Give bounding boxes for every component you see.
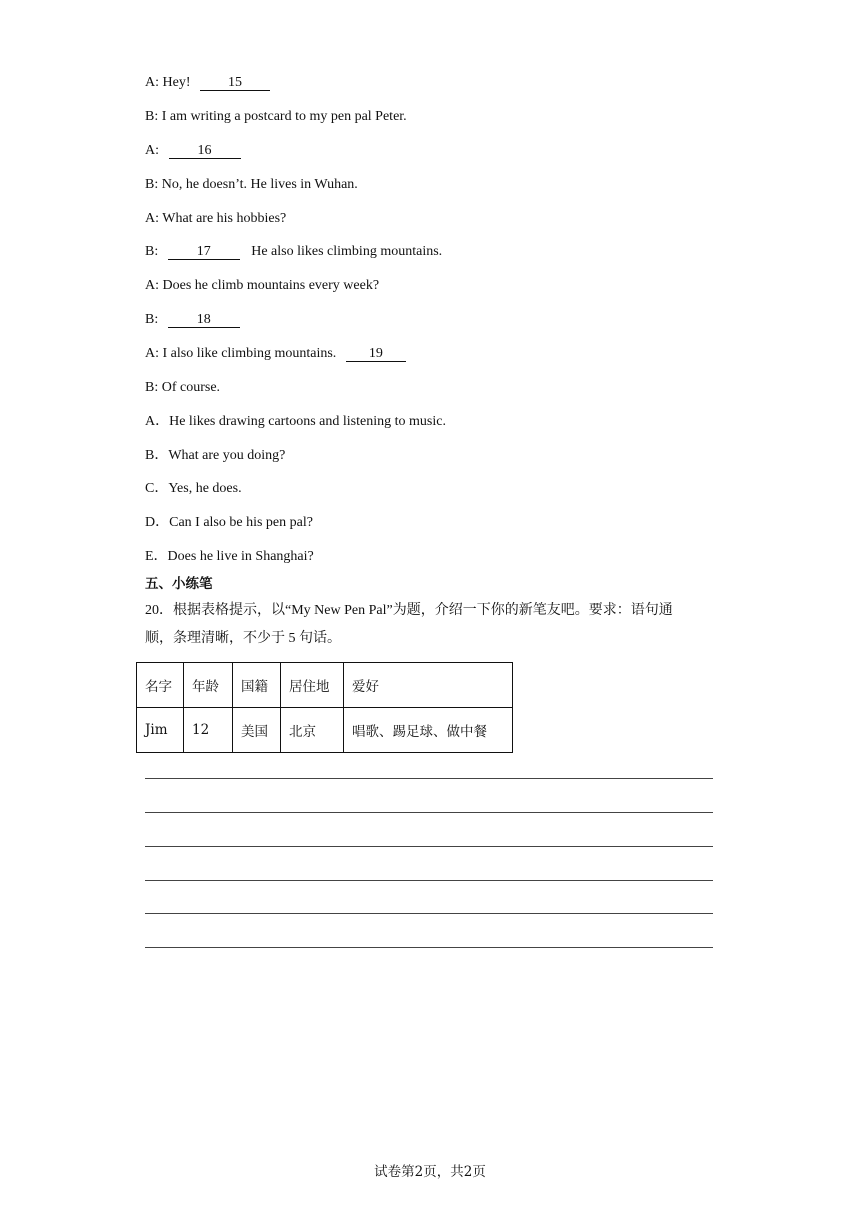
dialogue-line: B: 18 bbox=[145, 311, 242, 329]
writing-line[interactable] bbox=[145, 846, 713, 847]
option-c: C．Yes, he does. bbox=[145, 481, 242, 496]
dialogue-line: B: No, he doesn’t. He lives in Wuhan. bbox=[145, 177, 358, 192]
writing-line[interactable] bbox=[145, 778, 713, 779]
table-cell: 居住地 bbox=[281, 663, 344, 708]
dialogue-line: A: I also like climbing mountains. 19 bbox=[145, 345, 408, 363]
dialogue-line: B: 17 He also likes climbing mountains. bbox=[145, 244, 443, 259]
question-line-2: 顺，条理清晰，不少于 5 句话。 bbox=[145, 631, 341, 646]
question-text bbox=[145, 597, 720, 653]
writing-line[interactable] bbox=[145, 812, 713, 813]
dialogue-line: A: 16 bbox=[145, 142, 243, 160]
option-b: B．What are you doing? bbox=[145, 448, 286, 463]
option-d: D．Can I also be his pen pal? bbox=[145, 515, 313, 530]
answer-blank[interactable]: 16 bbox=[169, 143, 241, 159]
dialogue-line: A: Does he climb mountains every week? bbox=[145, 278, 380, 293]
table-cell: 唱歌、踢足球、做中餐 bbox=[344, 708, 513, 753]
info-table bbox=[136, 662, 513, 753]
page-footer: 试卷第2页，共2页 bbox=[374, 1164, 486, 1180]
table-cell: 12 bbox=[184, 708, 233, 753]
dialogue-line: A: What are his hobbies? bbox=[145, 211, 287, 226]
table-cell: 美国 bbox=[233, 708, 281, 753]
table-cell: 国籍 bbox=[233, 663, 281, 708]
table-header-row bbox=[137, 663, 513, 708]
option-a: A．He likes drawing cartoons and listening to music. bbox=[145, 414, 446, 429]
dialogue-line: A: Hey! 15 bbox=[145, 74, 272, 92]
writing-line[interactable] bbox=[145, 913, 713, 914]
table-cell: 爱好 bbox=[344, 663, 513, 708]
answer-blank[interactable]: 15 bbox=[200, 75, 270, 91]
writing-line[interactable] bbox=[145, 947, 713, 948]
writing-line[interactable] bbox=[145, 880, 713, 881]
table-cell: Jim bbox=[137, 708, 184, 753]
table-row bbox=[137, 708, 513, 753]
section-title: 五、小练笔 bbox=[145, 576, 213, 592]
answer-blank[interactable]: 18 bbox=[168, 312, 240, 328]
question-line-1: 20．根据表格提示，以“My New Pen Pal”为题，介绍一下你的新笔友吧。要求：语句通 bbox=[145, 603, 673, 618]
dialogue-line: B: Of course. bbox=[145, 380, 221, 395]
dialogue-line: B: I am writing a postcard to my pen pal Peter. bbox=[145, 109, 407, 124]
option-e: E．Does he live in Shanghai? bbox=[145, 549, 314, 564]
table-cell: 北京 bbox=[281, 708, 344, 753]
answer-blank[interactable]: 17 bbox=[168, 244, 240, 260]
answer-blank[interactable]: 19 bbox=[346, 346, 406, 362]
table-cell: 名字 bbox=[137, 663, 184, 708]
table-cell: 年龄 bbox=[184, 663, 233, 708]
